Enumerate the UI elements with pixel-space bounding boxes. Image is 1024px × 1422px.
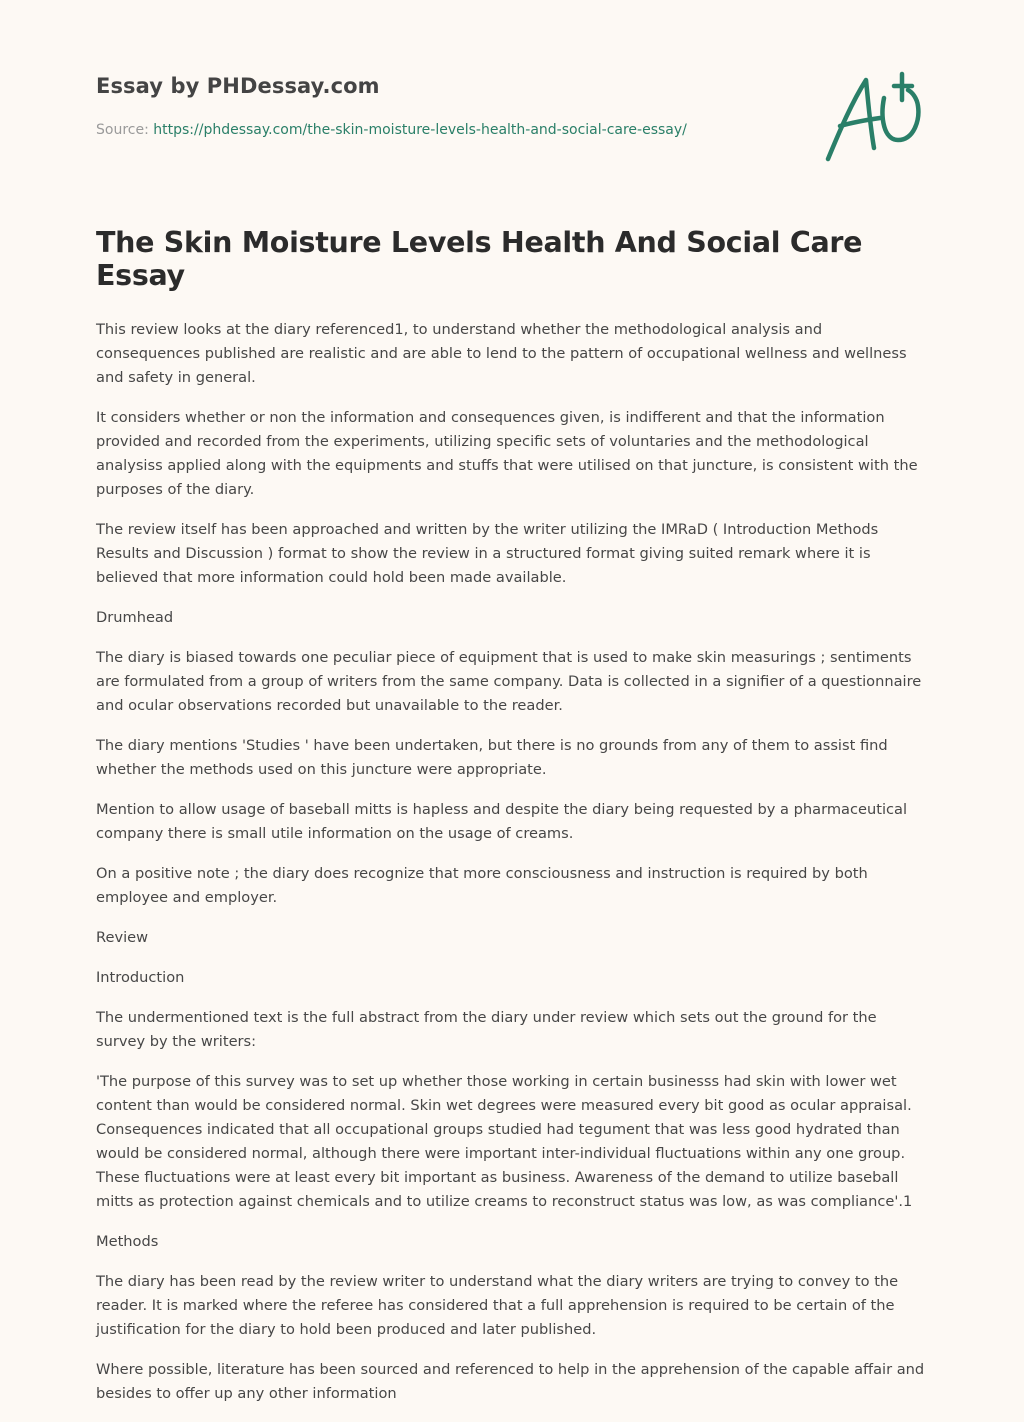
paragraph: The undermentioned text is the full abstract from the diary under review which sets out the ground for the survey by the writers: (96, 1009, 877, 1050)
paragraph: The diary has been read by the review writer to understand what the diary writers are trying to convey to the reader. It is marked where the referee has considered that a full apprehension is required to be certain of the justification for the diary to hold been produced and later published. (96, 1273, 899, 1338)
paragraph: On a positive note ; the diary does recognize that more consciousness and instruction is required by both employee and employer. (96, 865, 868, 906)
section-heading: Introduction (96, 969, 185, 986)
a-plus-grade-icon (822, 70, 926, 164)
section-heading: Review (96, 929, 149, 946)
paragraph: Mention to allow usage of baseball mitts is hapless and despite the diary being requested by a pharmaceutical company there is small utile information on the usage of creams. (96, 801, 908, 842)
paragraph: The diary mentions 'Studies ' have been undertaken, but there is no grounds from any of them to assist find whether the methods used on this juncture were appropriate. (96, 737, 888, 778)
source-label: Source: (96, 122, 149, 138)
article-title: The Skin Moisture Levels Health And Social Care Essay (96, 226, 863, 292)
quoted-abstract: 'The purpose of this survey was to set up whether those working in certain businesss had skin with lower wet content than would be considered normal. Skin wet degrees were measured every bit good as ocular appraisal. Consequences indicated that all occupational groups studied had tegument that was less good hydrated than would be considered normal, although there were important inter-individual fluctuations within any one group. These fluctuations were at least every bit important as business. Awareness of the demand to utilize baseball mitts as protection against chemicals and to utilize creams to reconstruct status was low, as was compliance'.1 (96, 1073, 913, 1210)
site-brand: Essay by PHDessay.com (96, 74, 380, 98)
source-line (96, 122, 796, 138)
section-heading: Drumhead (96, 609, 174, 626)
paragraph: This review looks at the diary referenced1, to understand whether the methodological analysis and consequences published are realistic and are able to lend to the pattern of occupational wellness and wellness and safety in general. (96, 321, 907, 386)
paragraph: The review itself has been approached and written by the writer utilizing the IMRaD ( Introduction Methods Results and Discussion ) format to show the review in a structured format giving suited remark where it is believed that more information could hold been made available. (96, 521, 879, 586)
page-header (96, 74, 796, 138)
article (96, 226, 930, 1422)
section-heading: Methods (96, 1233, 159, 1250)
paragraph: Where possible, literature has been sourced and referenced to help in the apprehension of the capable affair and besides to offer up any other information (96, 1361, 925, 1402)
paragraph: It considers whether or non the information and consequences given, is indifferent and that the information provided and recorded from the experiments, utilizing specific sets of voluntaries and the methodological analysiss applied along with the equipments and stuffs that were utilised on that juncture, is consistent with the purposes of the diary. (96, 409, 918, 498)
source-link[interactable]: https://phdessay.com/the-skin-moisture-levels-health-and-social-care-essay/ (153, 122, 687, 138)
paragraph: The diary is biased towards one peculiar piece of equipment that is used to make skin measurings ; sentiments are formulated from a group of writers from the same company. Data is collected in a signifier of a questionnaire and ocular observations recorded but unavailable to the reader. (96, 649, 922, 714)
